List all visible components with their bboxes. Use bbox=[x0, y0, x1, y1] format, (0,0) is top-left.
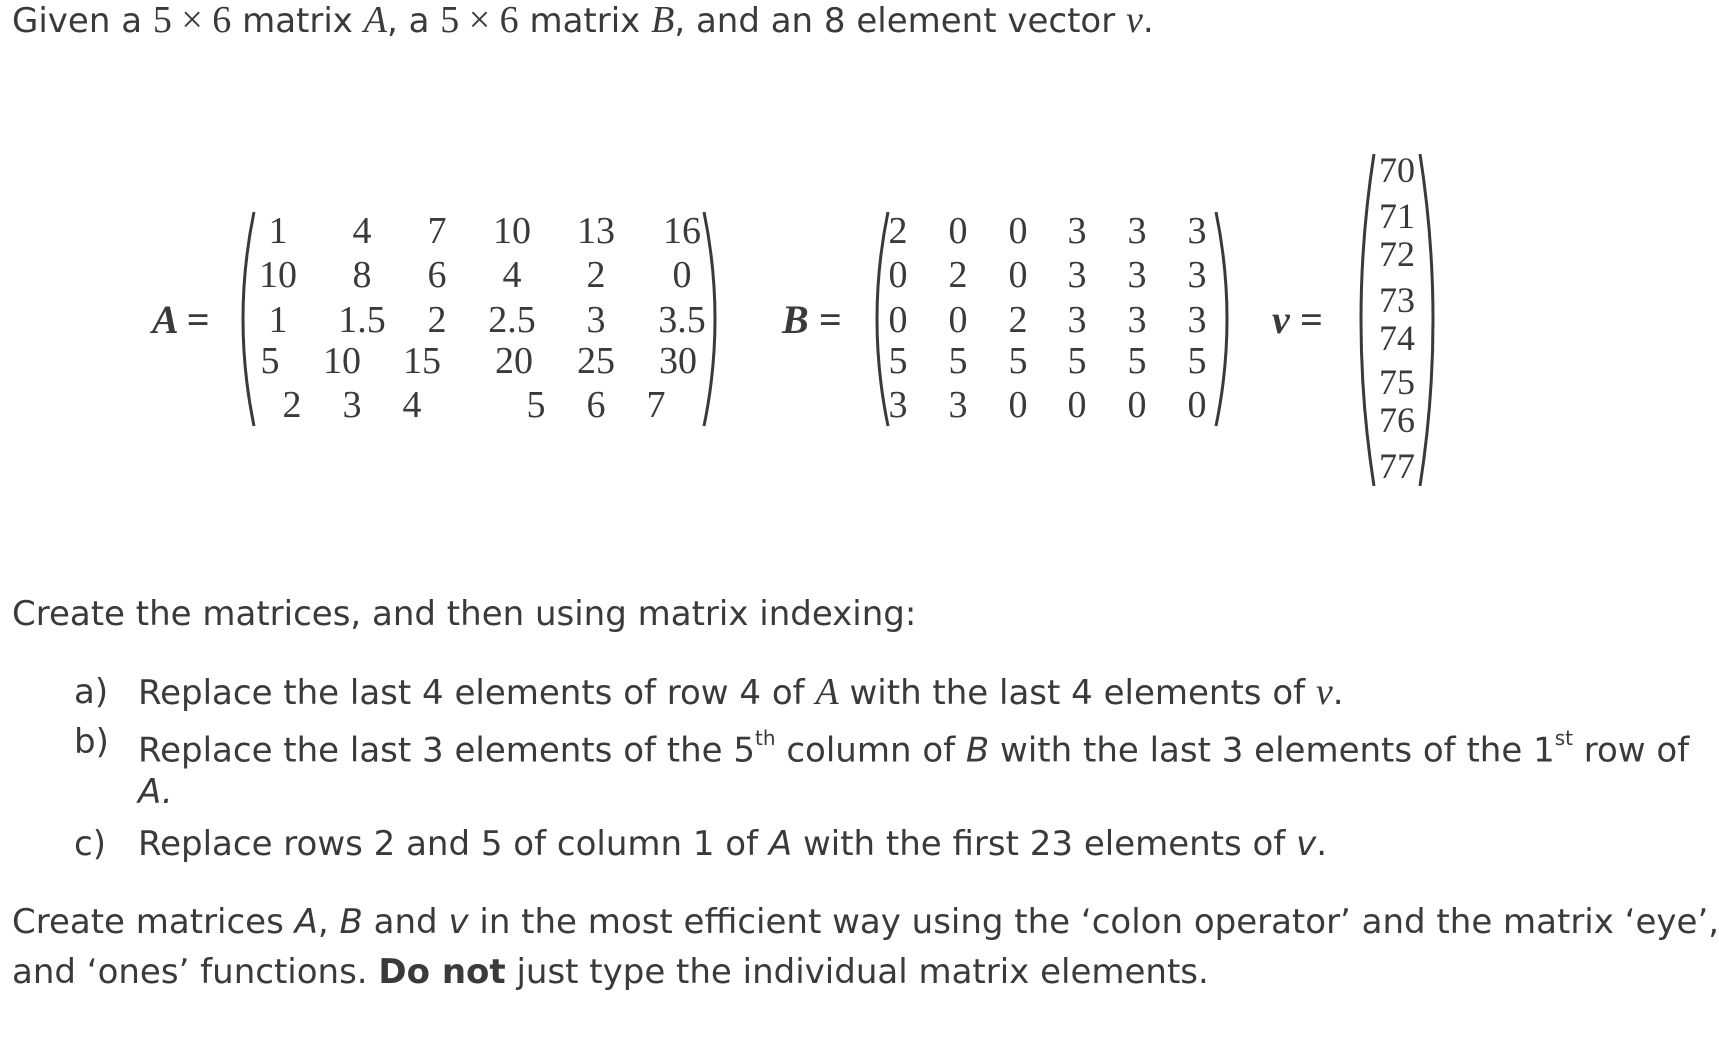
matrix-b-cell: 0 bbox=[1127, 384, 1147, 426]
matrix-b-cell: 0 bbox=[1008, 254, 1028, 296]
item-text-part: Replace the last 3 elements of the 5 bbox=[138, 730, 756, 771]
matrix-b-cell: 3 bbox=[1067, 254, 1087, 296]
matrix-a-cell: 2 bbox=[282, 384, 302, 426]
intro-text: , and an 8 element vector bbox=[674, 1, 1127, 41]
matrix-b-cell: 0 bbox=[1187, 384, 1207, 426]
item-text-part: . bbox=[1332, 673, 1344, 713]
matrix-a-cell: 10 bbox=[493, 210, 531, 252]
item-text-part: Replace the last 4 elements of row 4 of bbox=[138, 673, 816, 713]
closing-text: Create matrices bbox=[12, 902, 295, 942]
matrix-a-cell: 2 bbox=[427, 299, 447, 341]
matrix-b-cell: 3 bbox=[948, 384, 968, 426]
vector-v-cell: 74 bbox=[1379, 318, 1415, 358]
intro-text: , a bbox=[386, 1, 441, 41]
dim-a: 5 × 6 bbox=[152, 0, 232, 41]
matrix-b-cell: 3 bbox=[1187, 254, 1207, 296]
matrix-a-cell: 4 bbox=[402, 384, 422, 426]
item-text-part: with the last 4 elements of bbox=[838, 673, 1316, 713]
symbol-a: A bbox=[363, 0, 387, 41]
right-paren bbox=[1212, 208, 1242, 430]
matrix-b-cell: 3 bbox=[888, 384, 908, 426]
item-b-text bbox=[138, 722, 1689, 770]
matrix-b-cell: 5 bbox=[1008, 340, 1028, 382]
intro-line bbox=[12, 0, 1154, 41]
matrix-a-cell: 3.5 bbox=[658, 299, 706, 341]
superscript: th bbox=[755, 726, 776, 750]
matrix-b-cell: 5 bbox=[1067, 340, 1087, 382]
vector-v-label: v = bbox=[1272, 297, 1323, 342]
symbol-b: B bbox=[965, 730, 990, 771]
symbol-v: v bbox=[1315, 671, 1333, 713]
matrix-a-cell: 10 bbox=[259, 254, 297, 296]
matrix-b-cell: 0 bbox=[1067, 384, 1087, 426]
matrix-b-cell: 0 bbox=[948, 299, 968, 341]
matrix-a-cell: 3 bbox=[586, 299, 606, 341]
matrix-b-cell: 3 bbox=[1127, 299, 1147, 341]
symbol-a: A bbox=[815, 671, 839, 713]
matrix-a-cell: 6 bbox=[586, 384, 606, 426]
right-paren bbox=[1416, 150, 1450, 490]
symbol-v: v bbox=[1126, 0, 1143, 41]
matrix-a-cell: 2.5 bbox=[488, 299, 536, 341]
matrix-a-cell: 1 bbox=[268, 299, 288, 341]
item-text-part: row of bbox=[1572, 730, 1690, 771]
closing-line-1 bbox=[12, 902, 1719, 942]
vector-v-cell: 77 bbox=[1379, 446, 1415, 486]
matrix-a-cell: 1 bbox=[268, 210, 288, 252]
matrix-a-cell: 2 bbox=[586, 254, 606, 296]
instruction-text: Create the matrices, and then using matrix indexing: bbox=[12, 594, 917, 634]
vector-v-cell: 75 bbox=[1379, 362, 1415, 402]
matrix-a-cell: 10 bbox=[323, 340, 361, 382]
matrix-a-cell: 7 bbox=[427, 210, 447, 252]
symbol-b: B bbox=[339, 902, 363, 942]
matrix-a-cell: 13 bbox=[577, 210, 615, 252]
item-text-part: column of bbox=[775, 730, 966, 771]
matrix-b-cell: 3 bbox=[1067, 299, 1087, 341]
matrix-a-cell: 6 bbox=[427, 254, 447, 296]
item-b-letter: b) bbox=[74, 722, 109, 762]
matrix-b-cell: 5 bbox=[888, 340, 908, 382]
matrix-a-cell: 25 bbox=[577, 340, 615, 382]
left-paren bbox=[1344, 150, 1378, 490]
matrix-b-cell: 2 bbox=[948, 254, 968, 296]
vector-v-cell: 76 bbox=[1379, 400, 1415, 440]
matrix-b-cell: 2 bbox=[888, 210, 908, 252]
item-text-part: with the first 23 elements of bbox=[792, 824, 1297, 864]
matrix-b-label: B = bbox=[782, 297, 842, 342]
closing-text: just type the individual matrix elements. bbox=[505, 952, 1209, 992]
symbol-a: A bbox=[294, 902, 318, 942]
matrix-a-cell: 0 bbox=[672, 254, 692, 296]
matrix-b-cell: 3 bbox=[1187, 210, 1207, 252]
matrix-a-cell: 15 bbox=[403, 340, 441, 382]
matrix-b-cell: 0 bbox=[1008, 384, 1028, 426]
symbol-v: v bbox=[1296, 824, 1317, 864]
item-c-text bbox=[138, 824, 1327, 864]
matrix-a-cell: 5 bbox=[260, 340, 280, 382]
item-text-part: Replace rows 2 and 5 of column 1 of bbox=[138, 824, 769, 864]
matrix-a-cell: 5 bbox=[526, 384, 546, 426]
symbol-b: B bbox=[651, 0, 675, 41]
symbol-v: v bbox=[448, 902, 469, 942]
left-paren bbox=[862, 208, 892, 430]
matrix-b-cell: 0 bbox=[888, 299, 908, 341]
intro-text: . bbox=[1142, 1, 1154, 41]
matrix-b-cell: 3 bbox=[1187, 299, 1207, 341]
matrix-a-cell: 7 bbox=[646, 384, 666, 426]
matrix-a-cell: 1.5 bbox=[338, 299, 386, 341]
matrix-b-cell: 3 bbox=[1127, 254, 1147, 296]
item-c-letter: c) bbox=[74, 824, 106, 864]
intro-text: matrix bbox=[231, 1, 364, 41]
matrix-b-cell: 5 bbox=[1187, 340, 1207, 382]
superscript: st bbox=[1554, 726, 1573, 750]
matrix-a-cell: 3 bbox=[342, 384, 362, 426]
matrix-b-cell: 5 bbox=[1127, 340, 1147, 382]
matrix-b-cell: 2 bbox=[1008, 299, 1028, 341]
intro-text: matrix bbox=[518, 1, 652, 41]
vector-v-cell: 71 bbox=[1379, 196, 1415, 236]
matrix-a-cell: 4 bbox=[502, 254, 522, 296]
matrix-b-cell: 0 bbox=[948, 210, 968, 252]
item-a-letter: a) bbox=[74, 672, 109, 712]
left-paren bbox=[228, 208, 258, 430]
matrix-b-cell: 3 bbox=[1067, 210, 1087, 252]
matrix-a-cell: 8 bbox=[352, 254, 372, 296]
vector-v-cell: 70 bbox=[1379, 150, 1415, 190]
closing-text: and ‘ones’ functions. bbox=[12, 952, 379, 992]
closing-text: and bbox=[362, 902, 449, 942]
closing-text: , bbox=[317, 902, 340, 942]
dim-b: 5 × 6 bbox=[440, 0, 519, 41]
vector-v-cell: 73 bbox=[1379, 280, 1415, 320]
matrix-a-label: A = bbox=[152, 297, 210, 342]
matrix-b-cell: 3 bbox=[1127, 210, 1147, 252]
symbol-a: A bbox=[768, 824, 793, 864]
matrix-b-cell: 0 bbox=[1008, 210, 1028, 252]
closing-text: in the most efficient way using the ‘colon operator’ and the matrix ‘eye’, bbox=[468, 902, 1719, 942]
matrix-b-cell: 0 bbox=[888, 254, 908, 296]
matrix-a-cell: 20 bbox=[495, 340, 533, 382]
emphasis-do-not: Do not bbox=[378, 952, 506, 992]
matrix-a-cell: 30 bbox=[659, 340, 697, 382]
intro-text: Given a bbox=[12, 1, 153, 41]
matrix-b-cell: 5 bbox=[948, 340, 968, 382]
item-text-part: with the last 3 elements of the 1 bbox=[989, 730, 1555, 771]
item-a-text bbox=[138, 672, 1344, 713]
matrix-a-cell: 16 bbox=[663, 210, 701, 252]
matrix-a-cell: 4 bbox=[352, 210, 372, 252]
item-text-part: . bbox=[1316, 824, 1328, 864]
item-b-text-cont: A. bbox=[138, 772, 173, 812]
vector-v-cell: 72 bbox=[1379, 234, 1415, 274]
closing-line-2 bbox=[12, 952, 1209, 992]
